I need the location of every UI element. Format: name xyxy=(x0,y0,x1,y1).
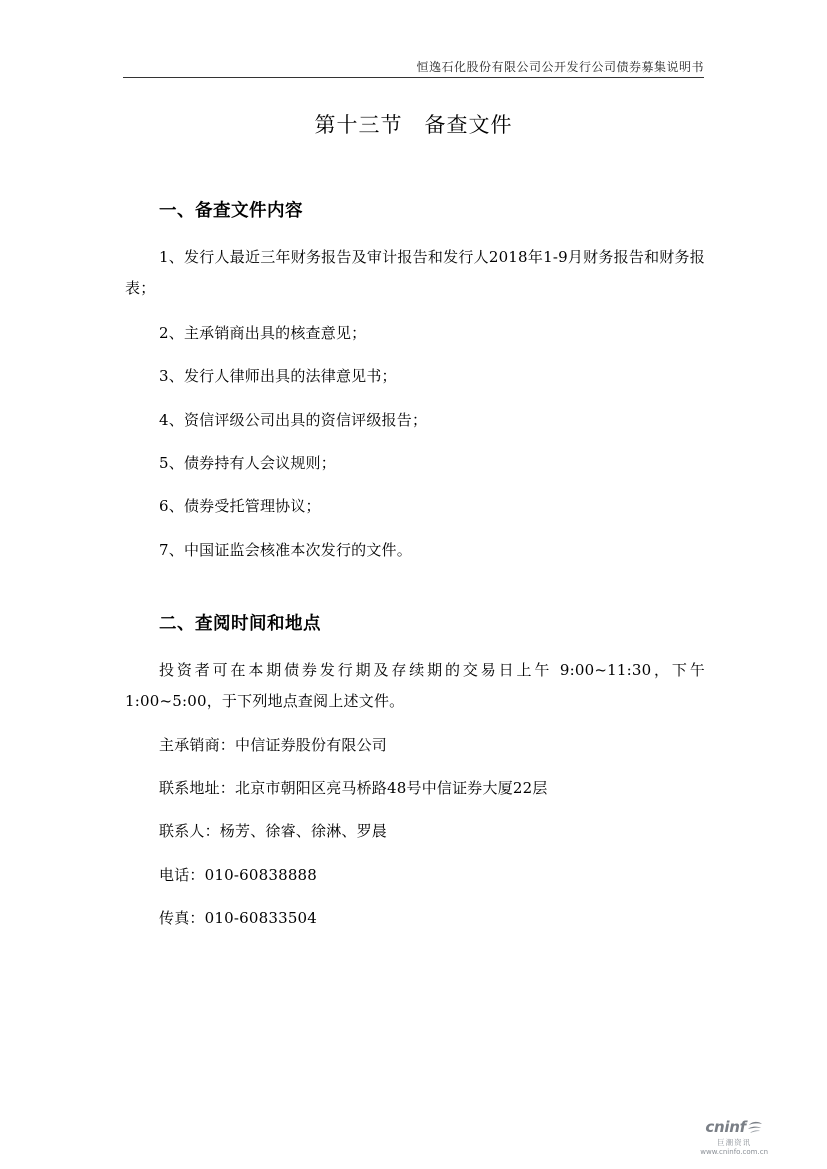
list-item: 7、中国证监会核准本次发行的文件。 xyxy=(159,541,412,559)
list-item: 6、债券受托管理协议； xyxy=(159,497,321,515)
cninfo-logo xyxy=(700,1117,768,1156)
list-item: 5、债券持有人会议规则； xyxy=(159,454,336,472)
section-heading-1: 一、备查文件内容 xyxy=(159,201,303,221)
section-heading-2: 二、查阅时间和地点 xyxy=(159,614,321,634)
chapter-number: 第十三节 xyxy=(314,113,403,137)
contacts-line: 联系人：杨芳、徐睿、徐淋、罗晨 xyxy=(159,822,388,840)
phone-line: 电话：010-60838888 xyxy=(159,866,318,884)
chapter-title xyxy=(0,109,827,139)
logo-url: www.cninfo.com.cn xyxy=(700,1148,768,1156)
chapter-name: 备查文件 xyxy=(424,113,513,137)
access-intro: 投资者可在本期债券发行期及存续期的交易日上午 9:00~11:30，下午1:00~5:00，于下列地点查阅上述文件。 xyxy=(125,661,705,710)
list-item: 1、发行人最近三年财务报告及审计报告和发行人2018年1-9月财务报告和财务报表； xyxy=(125,248,705,297)
list-item: 4、资信评级公司出具的资信评级报告； xyxy=(159,411,428,429)
logo-brand: cninf xyxy=(705,1118,746,1136)
underwriter-line: 主承销商：中信证券股份有限公司 xyxy=(159,736,388,754)
list-item: 2、主承销商出具的核查意见； xyxy=(159,324,367,342)
address-line: 联系地址：北京市朝阳区亮马桥路48号中信证券大厦22层 xyxy=(159,779,548,797)
fax-line: 传真：010-60833504 xyxy=(159,909,318,927)
list-item: 3、发行人律师出具的法律意见书； xyxy=(159,367,397,385)
logo-swirl-icon xyxy=(747,1119,763,1138)
logo-subtitle: 巨潮资讯 xyxy=(717,1138,752,1147)
header-divider xyxy=(123,77,704,78)
running-header: 恒逸石化股份有限公司公开发行公司债券募集说明书 xyxy=(416,60,704,74)
